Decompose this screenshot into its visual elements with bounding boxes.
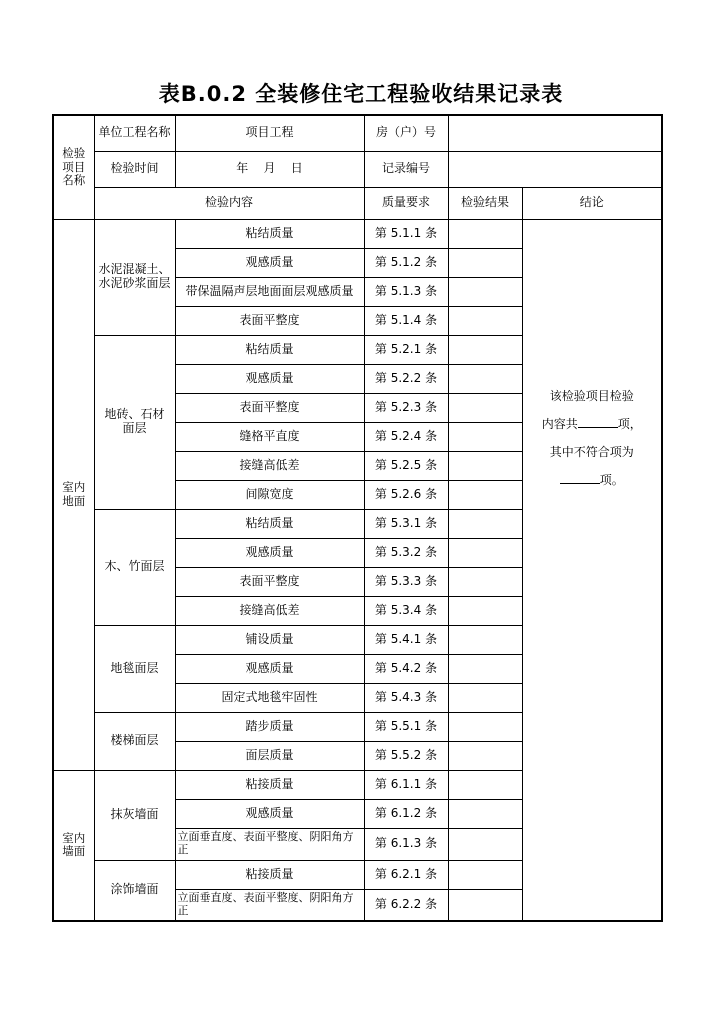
group-label [94,509,175,625]
item-result[interactable] [448,480,522,509]
conclusion-header: 结论 [522,187,662,219]
record-no-value[interactable] [448,151,662,187]
section-name: 室内 墙面 [62,831,86,859]
group-label [94,712,175,770]
item-result[interactable] [448,509,522,538]
item-requirement: 第 5.3.4 条 [364,596,448,625]
item-requirement: 第 5.2.2 条 [364,364,448,393]
item-result[interactable] [448,799,522,828]
item-result[interactable] [448,335,522,364]
item-content: 接缝高低差 [175,596,364,625]
group-name: 涂饰墙面 [110,882,159,897]
item-result[interactable] [448,306,522,335]
group-label [94,860,175,921]
item-requirement: 第 5.1.2 条 [364,248,448,277]
item-content: 粘接质量 [175,770,364,799]
item-content: 观感质量 [175,654,364,683]
item-result[interactable] [448,422,522,451]
conclusion-line3: 其中不符合项为 [549,444,634,459]
item-result[interactable] [448,219,522,248]
conclusion-line2-b: 项， [617,416,642,431]
inspect-time-value: 年 月 日 [175,151,364,187]
item-content: 粘结质量 [175,509,364,538]
conclusion-line2 [525,410,660,438]
item-content: 立面垂直度、表面平整度、阴阳角方正 [175,889,364,921]
conclusion-text [525,220,660,494]
item-requirement: 第 6.1.2 条 [364,799,448,828]
total-items-blank[interactable] [578,415,618,428]
item-requirement: 第 5.2.3 条 [364,393,448,422]
record-no-label: 记录编号 [364,151,448,187]
item-result[interactable] [448,654,522,683]
item-result[interactable] [448,248,522,277]
item-content: 观感质量 [175,364,364,393]
item-requirement: 第 5.3.2 条 [364,538,448,567]
item-result[interactable] [448,451,522,480]
item-requirement: 第 5.1.3 条 [364,277,448,306]
item-content: 接缝高低差 [175,451,364,480]
item-content: 观感质量 [175,799,364,828]
item-result[interactable] [448,828,522,860]
item-content: 观感质量 [175,248,364,277]
item-content: 观感质量 [175,538,364,567]
item-result[interactable] [448,741,522,770]
item-requirement: 第 6.2.2 条 [364,889,448,921]
item-content: 表面平整度 [175,393,364,422]
conclusion-cell [522,219,662,921]
item-requirement: 第 5.5.2 条 [364,741,448,770]
section-name: 室内 地面 [62,480,86,508]
group-label [94,625,175,712]
item-result[interactable] [448,567,522,596]
inspect-time-label: 检验时间 [94,151,175,187]
item-result[interactable] [448,889,522,921]
item-content: 间隙宽度 [175,480,364,509]
item-requirement: 第 5.4.2 条 [364,654,448,683]
item-result[interactable] [448,860,522,889]
section-label [53,219,94,770]
section-label [53,770,94,921]
item-content: 表面平整度 [175,306,364,335]
item-result[interactable] [448,393,522,422]
item-result[interactable] [448,712,522,741]
group-label [94,770,175,860]
failed-items-blank[interactable] [560,471,600,484]
item-content: 表面平整度 [175,567,364,596]
group-name: 水泥混凝土、 水泥砂浆面层 [98,262,171,290]
item-content: 立面垂直度、表面平整度、阴阳角方正 [175,828,364,860]
item-requirement: 第 5.4.3 条 [364,683,448,712]
group-label [94,335,175,509]
item-content: 面层质量 [175,741,364,770]
room-label: 房（户）号 [364,115,448,151]
content-header: 检验内容 [94,187,364,219]
unit-project-value: 项目工程 [175,115,364,151]
item-result[interactable] [448,770,522,799]
group-label [94,219,175,335]
item-content: 踏步质量 [175,712,364,741]
item-content: 粘结质量 [175,335,364,364]
group-name: 楼梯面层 [110,733,159,748]
conclusion-line4-b: 项。 [599,472,624,487]
item-content: 固定式地毯牢固性 [175,683,364,712]
item-requirement: 第 5.1.4 条 [364,306,448,335]
item-content: 粘结质量 [175,219,364,248]
page-title: 表B.0.2 全装修住宅工程验收结果记录表 [158,82,564,106]
item-result[interactable] [448,625,522,654]
table-row [53,219,662,248]
item-content: 粘接质量 [175,860,364,889]
item-requirement: 第 5.2.5 条 [364,451,448,480]
item-requirement: 第 6.1.3 条 [364,828,448,860]
group-name: 抹灰墙面 [110,807,159,822]
item-result[interactable] [448,683,522,712]
conclusion-line2-a: 内容共 [541,416,578,431]
item-requirement: 第 5.3.3 条 [364,567,448,596]
item-requirement: 第 5.2.6 条 [364,480,448,509]
item-result[interactable] [448,364,522,393]
conclusion-line1: 该检验项目检验 [549,388,634,403]
item-result[interactable] [448,538,522,567]
item-requirement: 第 6.2.1 条 [364,860,448,889]
item-content: 铺设质量 [175,625,364,654]
inspection-record-table [52,114,663,922]
unit-project-label: 单位工程名称 [94,115,175,151]
item-requirement: 第 5.3.1 条 [364,509,448,538]
item-requirement: 第 5.2.4 条 [364,422,448,451]
item-requirement: 第 5.2.1 条 [364,335,448,364]
item-content: 缝格平直度 [175,422,364,451]
result-header: 检验结果 [448,187,522,219]
group-name: 地毯面层 [110,660,159,675]
group-name: 木、竹面层 [104,559,165,574]
item-requirement: 第 5.4.1 条 [364,625,448,654]
item-content: 带保温隔声层地面面层观感质量 [175,277,364,306]
conclusion-line4 [525,466,660,494]
inspect-item-name-label: 检验 项目 名称 [53,115,94,219]
item-requirement: 第 5.5.1 条 [364,712,448,741]
item-result[interactable] [448,596,522,625]
quality-header: 质量要求 [364,187,448,219]
room-value[interactable] [448,115,662,151]
item-requirement: 第 5.1.1 条 [364,219,448,248]
item-requirement: 第 6.1.1 条 [364,770,448,799]
group-name: 地砖、石材 面层 [104,407,165,435]
item-result[interactable] [448,277,522,306]
